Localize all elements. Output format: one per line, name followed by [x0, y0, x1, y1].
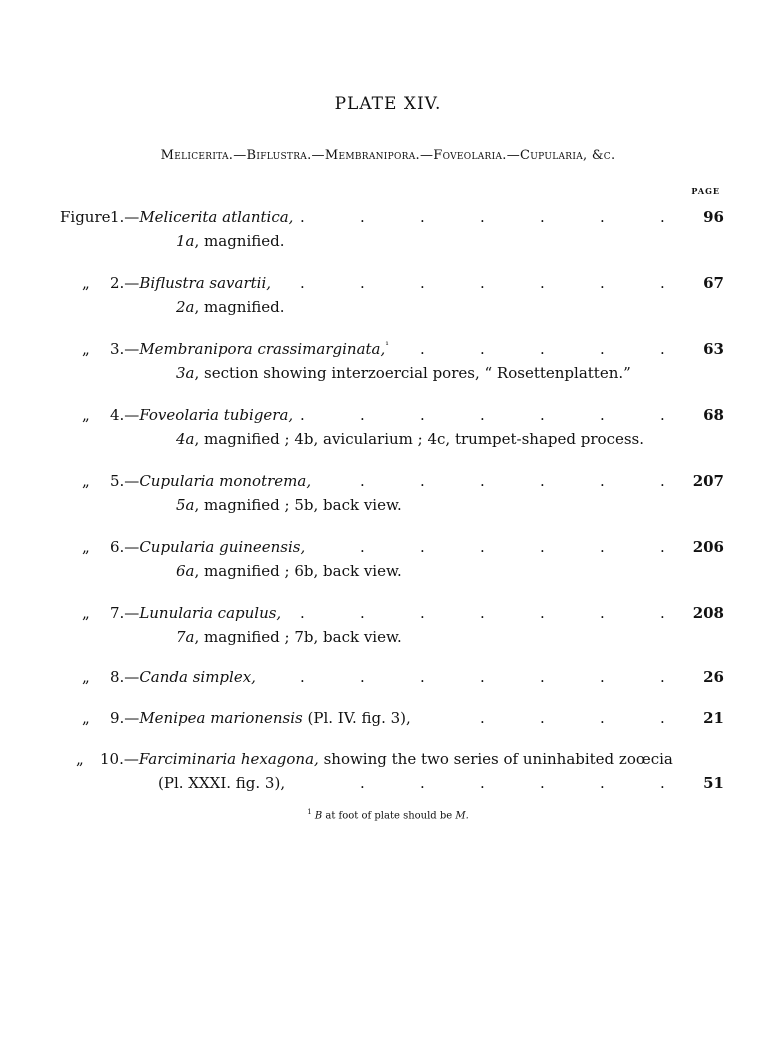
entry-description [176, 562, 402, 580]
entry-description [176, 628, 402, 646]
ditto-mark: „ [82, 709, 90, 727]
desc-text: , magnified ; 6b, back view. [194, 562, 402, 580]
ditto-mark: „ [82, 538, 90, 556]
desc-figure-ref: 1a [176, 232, 195, 250]
plate-reference: (Pl. XXXI. fig. 3), [158, 774, 286, 792]
species-name: Membranipora crassimarginata, [139, 340, 386, 358]
footnote-letter-m: M. [455, 810, 469, 822]
entry-number: 6.— [110, 538, 140, 556]
species-name: Cupularia guineensis, [139, 538, 306, 556]
ditto-mark: „ [82, 274, 90, 292]
entry-number: 5.— [110, 472, 140, 490]
entry-description [176, 430, 644, 448]
desc-text: , section showing interzoercial pores, “ Rosettenplatten.” [194, 364, 631, 382]
entry-number: 7.— [110, 604, 140, 622]
page-number: 208 [692, 604, 724, 622]
desc-figure-ref: 3a [176, 364, 195, 382]
ditto-mark: „ [82, 406, 90, 424]
ditto-mark: „ [82, 340, 90, 358]
ditto-mark: „ [82, 668, 90, 686]
page-number: 67 [703, 274, 724, 292]
entry-description [176, 232, 285, 250]
desc-figure-ref: 4a [176, 430, 195, 448]
species-name: Farciminaria hexagona, [138, 750, 319, 768]
entry-number: 9.— [110, 709, 140, 727]
page-number: 21 [703, 709, 724, 727]
footnote-letter-b: B [314, 810, 323, 822]
entry-number: 3.— [110, 340, 140, 358]
plate-title: PLATE XIV. [334, 94, 442, 114]
entry-description [176, 298, 285, 316]
desc-text: , magnified ; 7b, back view. [194, 628, 402, 646]
footnote-text: at foot of plate should be [325, 810, 453, 822]
page-number: 63 [703, 340, 724, 358]
entry-number: 8.— [110, 668, 140, 686]
page-number: 68 [703, 406, 724, 424]
page-number: 207 [692, 472, 724, 490]
entry-description [176, 496, 402, 514]
page-number: 206 [692, 538, 724, 556]
desc-figure-ref: 7a [176, 628, 195, 646]
page-number: 26 [703, 668, 724, 686]
page-number: 96 [703, 208, 724, 226]
ditto-mark: „ [76, 750, 84, 768]
plate-subtitle: Melicerita.—Biflustra.—Membranipora.—Foveolaria.—Cupularia, &c. [160, 148, 616, 163]
entry-number: 2.— [110, 274, 140, 292]
entry-number: 4.— [110, 406, 140, 424]
entry-description-inline: showing the two series of uninhabited zoœcia [318, 750, 673, 768]
species-name: Canda simplex, [139, 668, 256, 686]
desc-text: , magnified. [194, 232, 285, 250]
entry-number: 1.— [110, 208, 140, 226]
ditto-mark: „ [82, 472, 90, 490]
desc-text: , magnified ; 4b, avicularium ; 4c, trumpet-shaped process. [194, 430, 645, 448]
entry-description [176, 364, 631, 382]
footnote-ref: ¹ [385, 341, 389, 351]
page-number: 51 [703, 774, 724, 792]
entry-number: 10.— [100, 750, 139, 768]
ditto-mark: „ [82, 604, 90, 622]
species-name: Melicerita atlantica, [139, 208, 294, 226]
figure-label: Figure [60, 208, 111, 226]
species-name: Menipea marionensis [139, 709, 303, 727]
desc-text: , magnified ; 5b, back view. [194, 496, 402, 514]
desc-figure-ref: 2a [176, 298, 195, 316]
desc-figure-ref: 5a [176, 496, 195, 514]
species-name: Cupularia monotrema, [139, 472, 312, 490]
species-name: Lunularia capulus, [139, 604, 282, 622]
desc-text: , magnified. [194, 298, 285, 316]
species-name: Biflustra savartii, [139, 274, 272, 292]
footnote-mark: 1 [307, 808, 312, 816]
page-column-header: PAGE [691, 186, 720, 196]
plate-reference: (Pl. IV. fig. 3), [302, 709, 411, 727]
desc-figure-ref: 6a [176, 562, 195, 580]
species-name: Foveolaria tubigera, [139, 406, 294, 424]
footnote [0, 808, 776, 821]
